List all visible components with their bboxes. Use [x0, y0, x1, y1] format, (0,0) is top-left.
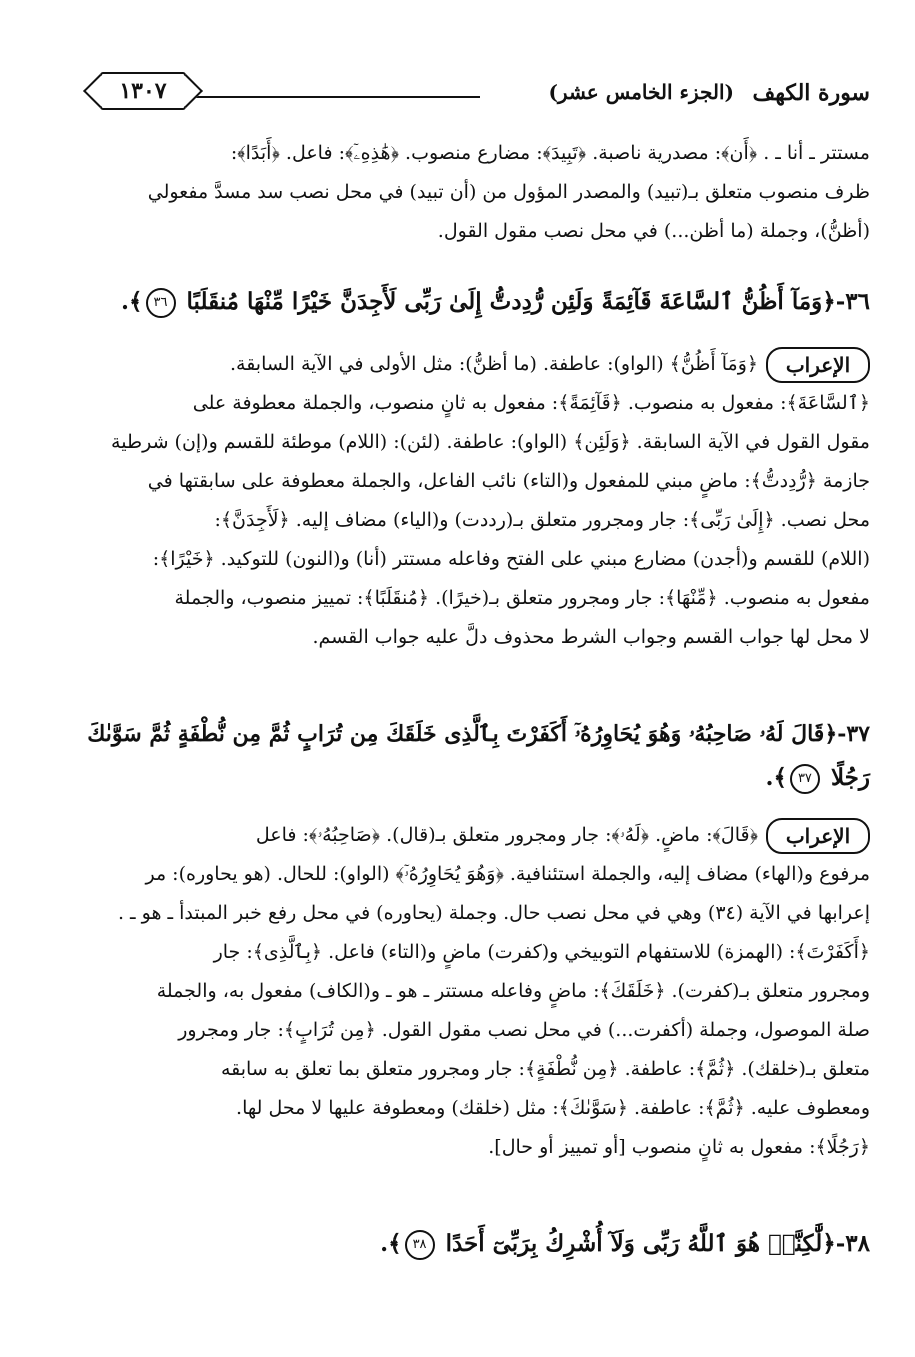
verse-end-marker: ٣٦: [146, 288, 176, 318]
irab-first-row: [80, 816, 870, 855]
text-line: ظرف منصوب متعلق بـ(تبيد) والمصدر المؤول من (أن تبيد) في محل نصب سد مسدَّ مفعولي: [147, 181, 870, 203]
verse-text: رَجُلًا: [830, 764, 870, 791]
verse-line: [80, 712, 870, 756]
text-line: صلة الموصول، وجملة (أكفرت...) في محل نصب مقول القول. ﴿مِن تُرَابٍ﴾: جار ومجرور: [178, 1019, 870, 1041]
text-line: ومجرور متعلق بـ(كفرت). ﴿خَلَقَكَ﴾: ماضٍ وفاعله مستتر ـ هو ـ و(الكاف) مفعول به، والجملة: [156, 980, 870, 1002]
text-line: ﴿ٱلسَّاعَةَ﴾: مفعول به منصوب. ﴿قَآئِمَةً﴾: مفعول به ثانٍ منصوب، والجملة معطوفة على: [192, 392, 870, 414]
surah-title: سورة الكهف: [752, 80, 870, 106]
text-line: مفعول به منصوب. ﴿مِّنْهَا﴾: جار ومجرور متعلق بـ(خيرًا). ﴿مُنقَلَبًا﴾: تمييز منصوب، والجملة: [174, 587, 870, 609]
text-line: ﴿رَجُلًا﴾: مفعول به ثانٍ منصوب [أو تمييز أو حال].: [488, 1136, 870, 1158]
verse-text: ﴿قَالَ لَهُۥ صَاحِبُهُۥ وَهُوَ يُحَاوِرُهُۥٓ أَكَفَرْتَ بِٱلَّذِى خَلَقَكَ مِن تُرَابٍ ثُمَّ مِن نُّطْفَةٍ ثُمَّ سَوَّىٰكَ: [87, 721, 838, 747]
text-line: محل نصب. ﴿إِلَىٰ رَبِّى﴾: جار ومجرور متعلق بـ(رددت) و(الياء) مضاف إليه. ﴿لَأَجِدَنَّ﴾:: [214, 509, 870, 531]
page-header: [70, 72, 870, 118]
verse-37: [80, 712, 870, 800]
verse-number: ٣٧-: [837, 721, 870, 747]
text-line: لا محل لها جواب القسم وجواب الشرط محذوف دلَّ عليه جواب القسم.: [312, 626, 870, 648]
text-line: ﴿وَمَآ أَظُنُّ﴾ (الواو): عاطفة. (ما أظنُّ): مثل الأولى في الآية السابقة.: [229, 353, 758, 375]
text-line: (أظنُّ)، وجملة (ما أظن...) في محل نصب مقول القول.: [437, 220, 870, 242]
text-line: ومعطوف عليه. ﴿ثُمَّ﴾: عاطفة. ﴿سَوَّىٰكَ﴾: مثل (خلقك) ومعطوفة عليها لا محل لها.: [236, 1097, 870, 1119]
text-line: إعرابها في الآية (٣٤) وهي في محل نصب حال. وجملة (يحاوره) في محل رفع خبر المبتدأ ـ هو ـ .: [117, 902, 870, 924]
verse-number: ٣٨-: [835, 1230, 870, 1257]
irab-first-row: [80, 345, 870, 384]
verse-closing: ﴾.: [121, 288, 143, 315]
verse-end-marker: ٣٨: [405, 1230, 435, 1260]
text-line: مرفوع و(الهاء) مضاف إليه، والجملة استئنافية. ﴿وَهُوَ يُحَاوِرُهُۥٓ﴾ (الواو): للحال. (هو يحاوره): مر: [145, 863, 870, 885]
verse-text: ﴿لَّٰكِنَّا۠ هُوَ ٱللَّهُ رَبِّى وَلَآ أُشْرِكُ بِرَبِّىٓ أَحَدًا: [445, 1230, 836, 1257]
header-rule: [190, 96, 480, 98]
text-line: متعلق بـ(خلقك). ﴿ثُمَّ﴾: عاطفة. ﴿مِن نُّطْفَةٍ﴾: جار ومجرور متعلق بما تعلق به سابقه: [220, 1058, 870, 1080]
text-line: مستتر ـ أنا ـ . ﴿أَن﴾: مصدرية ناصبة. ﴿تَبِيدَ﴾: مضارع منصوب. ﴿هَٰذِهِۦٓ﴾: فاعل. ﴿أَبَدًا﴾:: [230, 142, 870, 164]
verse-38: [80, 1222, 870, 1266]
page-number-text: ١٣٠٧: [119, 78, 167, 104]
verse-36: [80, 280, 870, 324]
text-line: ﴿قَالَ﴾: ماضٍ. ﴿لَهُۥ﴾: جار ومجرور متعلق بـ(قال). ﴿صَاحِبُهُۥ﴾: فاعل: [255, 824, 758, 846]
irab-37: [80, 816, 870, 1167]
verse-line: [80, 756, 870, 800]
page-number: [100, 72, 186, 110]
intro-paragraph: [80, 134, 870, 251]
irab-badge: الإعراب: [766, 347, 870, 383]
verse-line: [80, 1222, 870, 1266]
text-line: (اللام) للقسم و(أجدن) مضارع مبني على الفتح وفاعله مستتر (أنا) و(النون) للتوكيد. ﴿خَيْرًا﴾:: [152, 548, 870, 570]
verse-number: ٣٦-: [835, 288, 870, 315]
verse-closing: ﴾.: [765, 764, 787, 791]
text-line: مقول القول في الآية السابقة. ﴿وَلَئِن﴾ (الواو): عاطفة. (لئن): (اللام) موطئة للقسم و(إن) شرطية: [111, 431, 870, 453]
text-line: جازمة ﴿رُّدِدتُّ﴾: ماضٍ مبني للمفعول و(التاء) نائب الفاعل، والجملة معطوفة على سابقتها في: [147, 470, 870, 492]
verse-text: ﴿وَمَآ أَظُنُّ ٱلسَّاعَةَ قَآئِمَةً وَلَئِن رُّدِدتُّ إِلَىٰ رَبِّى لَأَجِدَنَّ خَيْرًا مِّنْهَا مُنقَلَبًا: [186, 288, 836, 315]
verse-closing: ﴾.: [380, 1230, 402, 1257]
juz-title: (الجزء الخامس عشر): [548, 80, 734, 104]
irab-badge: الإعراب: [766, 818, 870, 854]
verse-line: [80, 280, 870, 324]
irab-36: [80, 345, 870, 657]
text-line: ﴿أَكَفَرْتَ﴾: (الهمزة) للاستفهام التوبيخي و(كفرت) ماضٍ و(التاء) فاعل. ﴿بِٱلَّذِى﴾: جار: [213, 941, 870, 963]
verse-end-marker: ٣٧: [790, 764, 820, 794]
